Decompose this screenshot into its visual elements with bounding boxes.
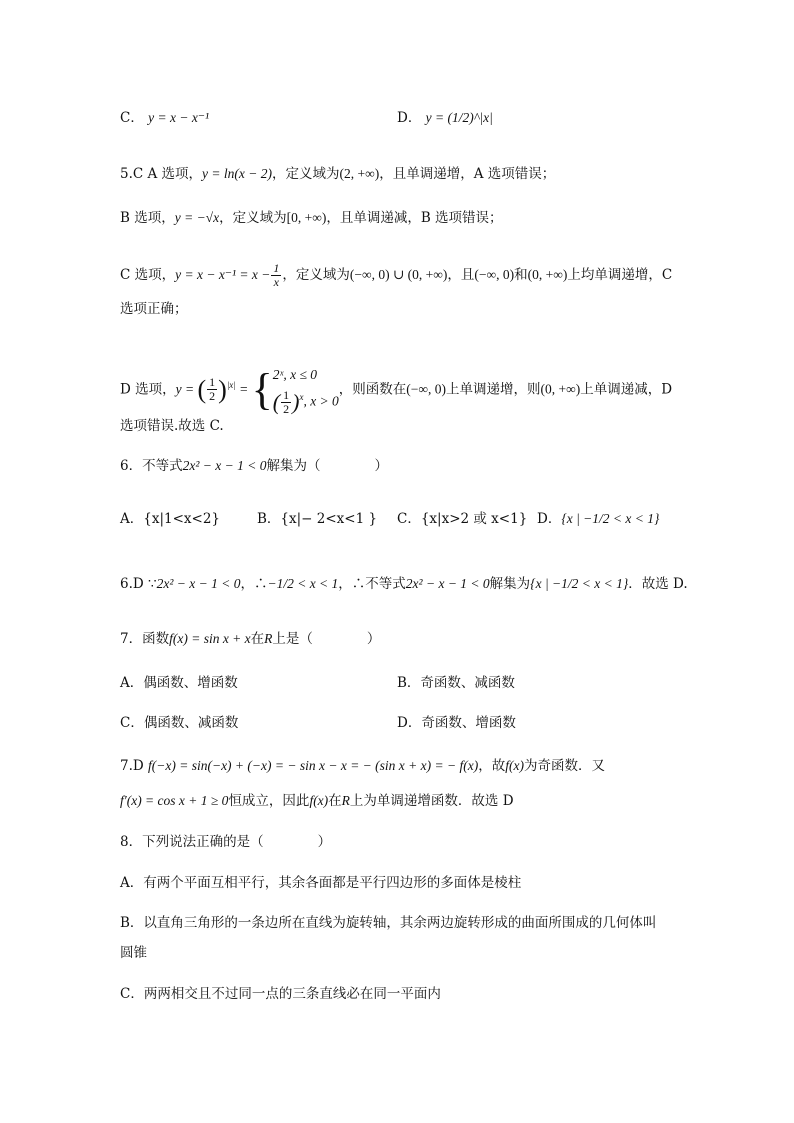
a5-line-5 [120, 364, 672, 416]
q4-option-d [397, 108, 493, 128]
a5-line5-case-2-row: ( $\frac{1}{2}$ )$^x$, x > 0 [272, 387, 339, 416]
a5-line3-text-a: ，定义域为 [282, 267, 350, 283]
a6-text-3: 解集为 [489, 576, 531, 592]
a6-text-1: ，∴ [240, 576, 268, 592]
a5-line3-frac-num: 1 [273, 261, 280, 275]
a5-line5-eq: = [235, 381, 252, 397]
q6-stem-prefix: 6．不等式 [120, 458, 183, 474]
q8-option-c [120, 984, 441, 1004]
a6-formula-3: 2x² − x − 1 < 0 [405, 576, 490, 591]
q6-option-d-label: D． [537, 511, 562, 527]
a5-line3-prefix: C 选项， [120, 267, 176, 283]
a6-line [120, 574, 688, 594]
a5-line5-text-c: 上单调递减，D [580, 381, 673, 398]
q7-stem-mid: 在 [250, 631, 265, 647]
a5-line5-y: y = [175, 381, 198, 397]
a7-line2-formula: f′(x) = cos x + 1 ≥ 0 [120, 793, 229, 808]
a5-line1-domain: (2, +∞) [339, 166, 380, 181]
a5-line2-text-a: ，定义域为 [219, 210, 287, 226]
q4-option-d-label: D． [397, 110, 422, 126]
a5-line5-case-2: , x > 0 [303, 393, 339, 409]
a6-text-2: ，∴不等式 [338, 576, 406, 592]
q8-option-b-line-1 [120, 913, 656, 933]
a6-formula-4: {x | −1/2 < x < 1} [530, 576, 629, 591]
a7-line2-text-c: 上为单调递增函数．故选 D [349, 793, 514, 809]
a5-line1-text-a: ，定义域为 [272, 166, 340, 182]
a5-line5-paren-open: ( [197, 374, 207, 404]
q6-option-b-text: B．{x|− 2<x<1 } [257, 511, 378, 527]
q8-stem-text: 8．下列说法正确的是（ ） [120, 834, 332, 850]
q6-stem [120, 456, 388, 476]
q7-stem-formula: f(x) = sin x + x [169, 631, 251, 646]
q8-stem [120, 832, 331, 852]
a5-line1-prefix: 5.C A 选项， [120, 166, 203, 182]
a5-line6-text: 选项错误.故选 C. [120, 418, 224, 434]
a5-line3-formula: y = x − x⁻¹ = x − [175, 267, 271, 282]
q8-option-a-text: A．有两个平面互相平行，其余各面都是平行四边形的多面体是棱柱 [120, 875, 522, 891]
q6-option-a [120, 509, 220, 529]
q7-option-a [120, 673, 238, 693]
a5-line-1 [120, 164, 555, 184]
q4-option-c-label: C． [120, 110, 144, 126]
a7-line1-prefix: 7.D [120, 758, 148, 774]
a5-line5-text-b: 上单调递增，则 [446, 381, 541, 398]
q8-option-c-text: C．两两相交且不过同一点的三条直线必在同一平面内 [120, 986, 441, 1002]
q8-option-b-text-2: 圆锥 [120, 945, 147, 961]
a5-line3-text-c: 和 [514, 267, 528, 283]
q4-option-c [120, 108, 209, 128]
a5-line2-formula: y = −√x [174, 210, 220, 225]
a5-line5-prefix: D 选项， [120, 381, 176, 398]
q7-option-b-text: B．奇函数、减函数 [397, 675, 515, 691]
q7-option-d [397, 713, 516, 733]
a7-line-1 [120, 756, 605, 776]
a5-line5-interval-2: (0, +∞) [540, 381, 581, 397]
a5-line5-brace: { [251, 364, 273, 414]
q6-option-a-text: A．{x|1<x<2} [120, 511, 221, 527]
a5-line5-abs-exp: |x| [226, 379, 236, 390]
a7-line1-text-b: 为奇函数．又 [523, 758, 605, 774]
a7-line1-text-a: ，故 [478, 758, 506, 774]
a5-line5-cases [273, 364, 339, 416]
q6-option-b [257, 509, 377, 529]
a5-line5-interval-1: (−∞, 0) [406, 381, 447, 397]
a5-line-2 [120, 208, 503, 228]
q7-option-b [397, 673, 515, 693]
a7-line2-var: R [341, 793, 350, 808]
a5-line3-interval-1: (−∞, 0) [474, 267, 515, 282]
a5-line5-paren-close: ) [218, 374, 227, 404]
a5-line3-interval-2: (0, +∞) [527, 267, 568, 282]
a5-line-6 [120, 416, 224, 436]
q7-stem-prefix: 7．函数 [120, 631, 170, 647]
a5-line1-text-b: ，且单调递增，A 选项错误； [379, 166, 556, 182]
a6-formula-2: −1/2 < x < 1 [267, 576, 339, 591]
a5-line3-frac-den: x [273, 275, 279, 289]
q8-option-b-text-1: B．以直角三角形的一条边所在直线为旋转轴，其余两边旋转形成的曲面所围成的几何体叫 [120, 915, 657, 931]
a5-line2-text-b: ，且单调递减，B 选项错误； [326, 210, 503, 226]
a5-line2-prefix: B 选项， [120, 210, 175, 226]
q6-option-d-set: {x | −1/2 < x < 1} [561, 511, 660, 526]
q6-option-c-text: C．{x|x>2 或 x<1} [397, 511, 528, 527]
a6-prefix: 6.D ∵ [120, 576, 157, 592]
a5-line-4 [120, 299, 188, 319]
q6-stem-suffix: 解集为（ ） [266, 458, 388, 474]
a7-line2-text-b: 在 [328, 793, 342, 809]
a5-line3-domain: (−∞, 0) ∪ (0, +∞) [349, 267, 448, 282]
q8-option-b-line-2 [120, 943, 147, 963]
q7-stem-suffix: 上是（ ） [272, 631, 381, 647]
q6-option-d [537, 509, 659, 529]
a6-text-4: ．故选 D. [628, 576, 688, 592]
a7-line2-text-a: 恒成立，因此 [228, 793, 310, 809]
a7-line2-f: f(x) [309, 793, 329, 808]
a5-line2-domain: [0, +∞) [286, 210, 327, 225]
a5-line3-text-b: ，且 [447, 267, 475, 283]
a5-line3-fraction [271, 262, 281, 289]
q7-option-a-text: A．偶函数、增函数 [120, 675, 238, 691]
q6-stem-formula: 2x² − x − 1 < 0 [182, 458, 267, 473]
q7-option-d-text: D．奇函数、增函数 [397, 715, 516, 731]
a5-line-3 [120, 262, 672, 289]
q7-stem-var: R [264, 631, 273, 646]
q7-option-c [120, 713, 238, 733]
a5-line5-text-a: ，则函数在 [338, 381, 407, 398]
a7-line-2 [120, 791, 514, 811]
a5-line1-formula: y = ln(x − 2) [202, 166, 272, 181]
a7-line1-formula: f(−x) = sin(−x) + (−x) = − sin x − x = − (sin x + x) = − f(x) [148, 758, 479, 773]
q4-option-c-formula: y = x − x⁻¹ [148, 110, 210, 125]
a5-line5-half: $\frac{1}{2}$ [209, 375, 216, 404]
a5-line5-case-1: 2ˣ, x ≤ 0 [272, 367, 317, 382]
a5-line3-text-d: 上均单调递增，C [567, 267, 673, 283]
q6-option-c [397, 509, 527, 529]
a7-line1-f: f(x) [505, 758, 524, 773]
q4-option-d-formula: y = (1/2)^|x| [425, 110, 493, 125]
a5-line4-text: 选项正确； [120, 301, 188, 317]
q8-option-a [120, 873, 521, 893]
q7-option-c-text: C．偶函数、减函数 [120, 715, 239, 731]
q7-stem [120, 629, 380, 649]
a6-formula-1: 2x² − x − 1 < 0 [156, 576, 241, 591]
